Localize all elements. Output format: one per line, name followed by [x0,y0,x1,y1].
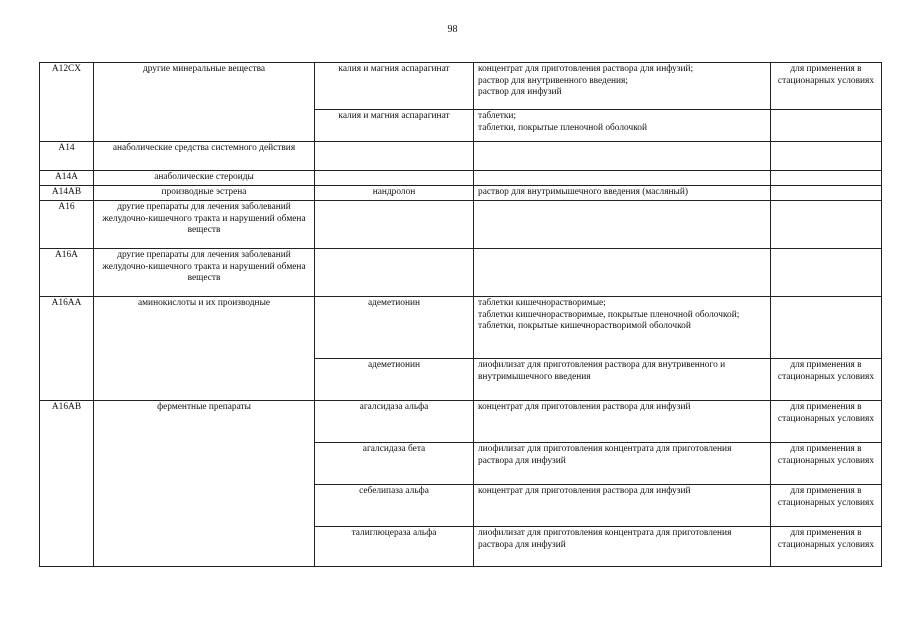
table-row [40,401,882,443]
dosage-form-line: таблетки кишечнорастворимые, покрытые пленочной оболочкой; [478,309,740,320]
atc-code-cell: A14 [40,142,94,171]
usage-note-cell: для применения в стационарных условиях [771,401,882,443]
atc-code-cell: A16 [40,201,94,249]
dosage-form-cell [474,527,771,567]
atc-code-cell: A14A [40,171,94,186]
table-row [40,297,882,359]
usage-note-cell: для применения в стационарных условиях [771,359,882,401]
drug-name-cell: талиглюцераза альфа [315,527,474,567]
dosage-form-line: концентрат для приготовления раствора для инфузий; [478,64,694,74]
atc-code-cell: A16A [40,249,94,297]
usage-note-cell: для применения в стационарных условиях [771,485,882,527]
dosage-form-line: концентрат для приготовления раствора для инфузий [478,402,691,412]
drug-name-cell: себелипаза альфа [315,485,474,527]
dosage-form-cell [474,359,771,401]
dosage-form-cell [474,485,771,527]
drug-name-cell [315,201,474,249]
dosage-form-line: раствор для внутримышечного введения (масляный) [478,187,688,197]
usage-note-cell [771,297,882,359]
dosage-form-cell [474,186,771,201]
drug-name-cell [315,171,474,186]
atc-group-cell: аминокислоты и их производные [94,297,315,401]
atc-group-cell: другие препараты для лечения заболеваний желудочно-кишечного тракта и нарушений обмена веществ [94,249,315,297]
usage-note-cell: для применения в стационарных условиях [771,443,882,485]
table-row [40,142,882,171]
dosage-form-cell [474,63,771,110]
page-number: 98 [447,24,458,35]
dosage-form-cell [474,110,771,142]
dosage-form-cell [474,297,771,359]
drug-name-cell [315,249,474,297]
usage-note-cell [771,201,882,249]
drug-name-cell: калия и магния аспарагинат [315,63,474,110]
atc-code-cell: A16AB [40,401,94,567]
table-row [40,249,882,297]
usage-note-cell: для применения в стационарных условиях [771,63,882,110]
atc-group-cell: ферментные препараты [94,401,315,567]
atc-group-cell: анаболические средства системного действия [94,142,315,171]
dosage-form-line: лиофилизат для приготовления концентрата для приготовления раствора для инфузий [478,528,732,550]
usage-note-cell [771,186,882,201]
dosage-form-line: раствор для внутривенного введения; [478,75,628,86]
dosage-form-line: раствор для инфузий [478,87,562,98]
usage-note-cell [771,249,882,297]
dosage-form-line: концентрат для приготовления раствора для инфузий [478,486,691,496]
dosage-form-cell [474,401,771,443]
drug-name-cell [315,142,474,171]
usage-note-cell [771,142,882,171]
drug-name-cell: агалсидаза бета [315,443,474,485]
drug-list-table [39,62,882,567]
atc-group-cell: производные эстрена [94,186,315,201]
dosage-form-cell [474,171,771,186]
drug-name-cell: калия и магния аспарагинат [315,110,474,142]
dosage-form-line: таблетки, покрытые пленочной оболочкой [478,122,647,133]
dosage-form-cell [474,443,771,485]
table-row [40,186,882,201]
atc-code-cell: A14AB [40,186,94,201]
dosage-form-cell [474,249,771,297]
usage-note-cell [771,110,882,142]
drug-name-cell: адеметионин [315,297,474,359]
dosage-form-line: таблетки, покрытые кишечнорастворимой оболочкой [478,321,691,332]
dosage-form-line: лиофилизат для приготовления раствора для внутривенного и внутримышечного введения [478,360,726,382]
atc-group-cell: анаболические стероиды [94,171,315,186]
table-row [40,171,882,186]
atc-code-cell: A16AA [40,297,94,401]
dosage-form-line: таблетки кишечнорастворимые; [478,298,606,308]
dosage-form-cell [474,201,771,249]
drug-name-cell: агалсидаза альфа [315,401,474,443]
drug-name-cell: адеметионин [315,359,474,401]
drug-name-cell: нандролон [315,186,474,201]
dosage-form-line: лиофилизат для приготовления концентрата для приготовления раствора для инфузий [478,444,732,466]
usage-note-cell [771,171,882,186]
atc-group-cell: другие минеральные вещества [94,63,315,142]
table-row [40,201,882,249]
atc-group-cell: другие препараты для лечения заболеваний желудочно-кишечного тракта и нарушений обмена веществ [94,201,315,249]
dosage-form-cell [474,142,771,171]
dosage-form-line: таблетки; [478,111,517,121]
usage-note-cell: для применения в стационарных условиях [771,527,882,567]
table-row [40,63,882,110]
atc-code-cell: A12CX [40,63,94,142]
